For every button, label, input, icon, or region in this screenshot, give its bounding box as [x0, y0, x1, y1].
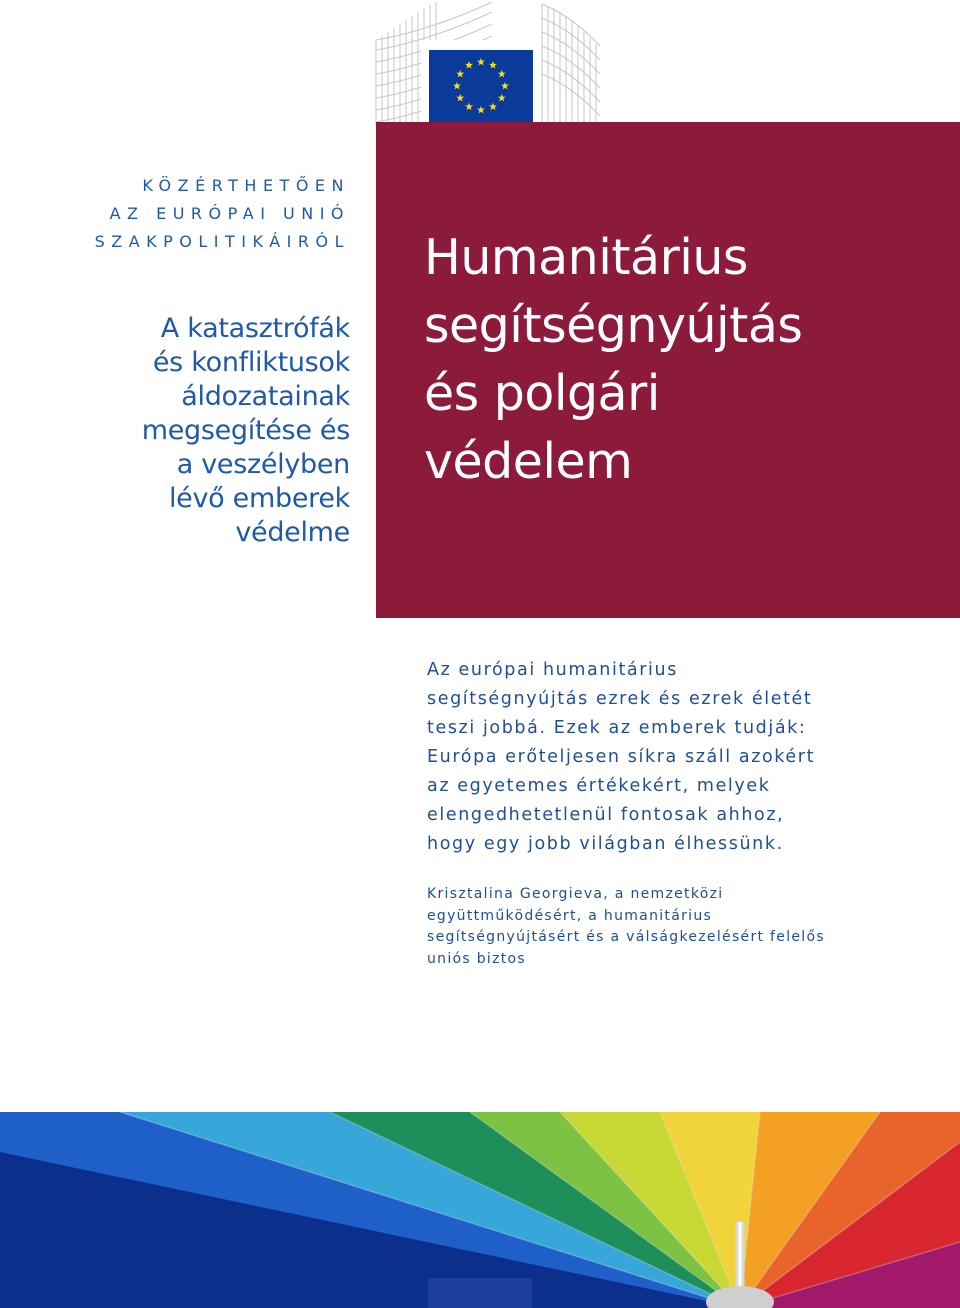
attribution-line: Krisztalina Georgieva, a nemzetközi — [427, 886, 724, 902]
quote-line: Az európai humanitárius — [427, 660, 678, 680]
eu-flag — [429, 50, 533, 122]
cover-title — [424, 224, 944, 496]
eu-star-icon — [456, 94, 464, 102]
attribution-line: uniós biztos — [427, 950, 527, 967]
quote-line: teszi jobbá. Ezek az emberek tudják: — [427, 718, 807, 738]
eu-star-icon — [498, 70, 506, 78]
subtitle-line: védelme — [235, 517, 350, 548]
eu-star-icon — [477, 58, 485, 66]
title-line: Humanitárius — [424, 229, 748, 286]
title-line: és polgári — [424, 365, 660, 422]
eu-star-icon — [477, 106, 485, 114]
quote-line: hogy egy jobb világban élhessünk. — [427, 834, 784, 854]
rainbow-umbrella-image — [0, 1112, 960, 1308]
quote-text — [427, 656, 927, 859]
quote-attribution — [427, 884, 927, 970]
series-label-line: SZAKPOLITIKÁIRÓL — [94, 232, 350, 251]
subtitle-line: és konfliktusok — [152, 347, 350, 378]
series-label — [60, 172, 350, 256]
eu-stars-icon — [429, 50, 533, 122]
eu-star-icon — [498, 94, 506, 102]
quote-line: segítségnyújtás ezrek és ezrek életét — [427, 689, 813, 709]
eu-star-icon — [465, 103, 473, 111]
eu-star-icon — [489, 61, 497, 69]
subtitle-line: lévő emberek — [168, 483, 350, 514]
subtitle-line: a veszélyben — [176, 449, 350, 480]
quote-line: az egyetemes értékekért, melyek — [427, 776, 771, 796]
attribution-line: segítségnyújtásért és a válságkezelésért felelős — [427, 929, 825, 945]
quote-line: Európa erőteljesen síkra száll azokért — [427, 747, 816, 767]
series-label-line: KÖZÉRTHETŐEN — [142, 176, 350, 195]
subtitle-line: megsegítése és — [141, 415, 350, 446]
series-label-line: AZ EURÓPAI UNIÓ — [109, 204, 350, 223]
attribution-line: együttműködésért, a humanitárius — [427, 907, 713, 924]
subtitle-line: A katasztrófák — [160, 313, 350, 344]
title-line: segítségnyújtás — [424, 297, 803, 354]
eu-star-icon — [489, 103, 497, 111]
eu-star-icon — [465, 61, 473, 69]
title-line: védelem — [424, 433, 633, 490]
eu-star-icon — [453, 82, 461, 90]
cover-subtitle — [60, 312, 350, 550]
eu-star-icon — [456, 70, 464, 78]
quote-line: elengedhetetlenül fontosak ahhoz, — [427, 805, 785, 825]
subtitle-line: áldozatainak — [181, 381, 350, 412]
eu-star-icon — [501, 82, 509, 90]
